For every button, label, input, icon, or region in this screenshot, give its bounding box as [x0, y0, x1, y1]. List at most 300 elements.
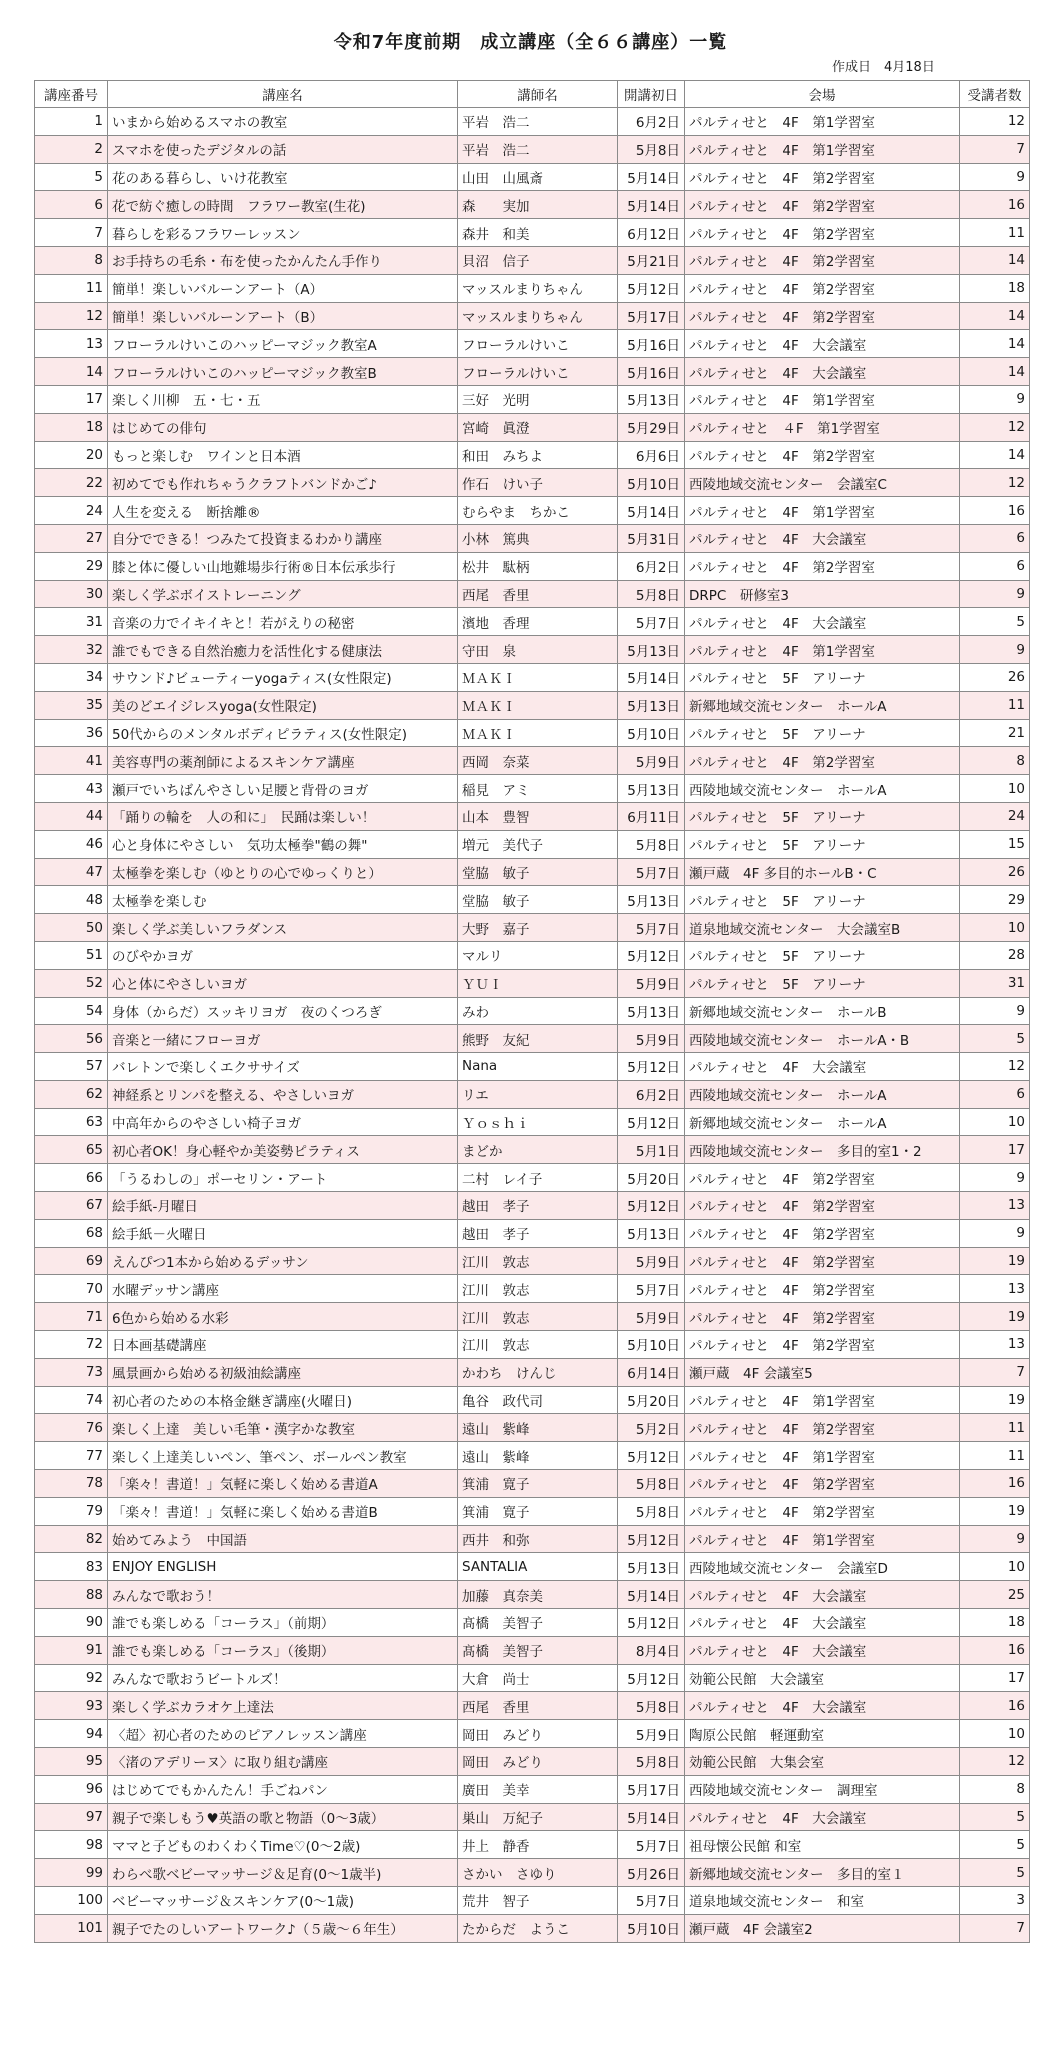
course-name-cell: 楽しく学ぶボイストレーニング	[108, 580, 458, 608]
instructor-cell: 髙橋 美智子	[458, 1636, 618, 1664]
header-instructor: 講師名	[458, 81, 618, 108]
venue-cell: パルティせと 4F 大会議室	[685, 1692, 960, 1720]
venue-cell: 道泉地域交流センター 大会議室B	[685, 914, 960, 942]
start-date-cell: 5月14日	[618, 163, 685, 191]
course-number-cell: 69	[35, 1247, 108, 1275]
start-date-cell: 5月16日	[618, 330, 685, 358]
table-row	[35, 358, 1030, 386]
venue-cell: パルティせと 4F 第1学習室	[685, 108, 960, 136]
venue-cell: パルティせと 4F 大会議室	[685, 358, 960, 386]
enrollment-cell: 9	[960, 580, 1030, 608]
table-row	[35, 1080, 1030, 1108]
start-date-cell: 5月12日	[618, 1609, 685, 1637]
enrollment-cell: 28	[960, 941, 1030, 969]
table-row	[35, 1581, 1030, 1609]
start-date-cell: 5月13日	[618, 691, 685, 719]
enrollment-cell: 9	[960, 1164, 1030, 1192]
enrollment-cell: 5	[960, 1859, 1030, 1887]
venue-cell: パルティせと 4F 大会議室	[685, 1053, 960, 1081]
course-name-cell: 〈渚のアデリーヌ〉に取り組む講座	[108, 1748, 458, 1776]
enrollment-cell: 16	[960, 1636, 1030, 1664]
enrollment-cell: 15	[960, 830, 1030, 858]
start-date-cell: 5月9日	[618, 1720, 685, 1748]
table-row	[35, 497, 1030, 525]
venue-cell: パルティせと 5F アリーナ	[685, 719, 960, 747]
table-row	[35, 274, 1030, 302]
table-row	[35, 330, 1030, 358]
venue-cell: パルティせと 5F アリーナ	[685, 941, 960, 969]
course-name-cell: 親子で楽しもう♥英語の歌と物語（0〜3歳）	[108, 1803, 458, 1831]
table-row	[35, 1497, 1030, 1525]
instructor-cell: 西尾 香里	[458, 580, 618, 608]
instructor-cell: 平岩 浩二	[458, 135, 618, 163]
instructor-cell: 越田 孝子	[458, 1219, 618, 1247]
instructor-cell: たからだ ようこ	[458, 1914, 618, 1942]
start-date-cell: 5月7日	[618, 914, 685, 942]
table-header-row	[35, 81, 1030, 108]
enrollment-cell: 7	[960, 1914, 1030, 1942]
instructor-cell: フローラルけいこ	[458, 330, 618, 358]
course-number-cell: 13	[35, 330, 108, 358]
start-date-cell: 5月16日	[618, 358, 685, 386]
venue-cell: パルティせと 4F 第2学習室	[685, 1192, 960, 1220]
start-date-cell: 5月8日	[618, 830, 685, 858]
enrollment-cell: 7	[960, 1358, 1030, 1386]
table-row	[35, 108, 1030, 136]
course-name-cell: 50代からのメンタルボディピラティス(女性限定)	[108, 719, 458, 747]
course-number-cell: 93	[35, 1692, 108, 1720]
course-name-cell: 楽しく学ぶ美しいフラダンス	[108, 914, 458, 942]
course-number-cell: 11	[35, 274, 108, 302]
enrollment-cell: 12	[960, 1748, 1030, 1776]
course-name-cell: 6色から始める水彩	[108, 1303, 458, 1331]
start-date-cell: 5月7日	[618, 608, 685, 636]
enrollment-cell: 11	[960, 691, 1030, 719]
course-name-cell: 風景画から始める初級油絵講座	[108, 1358, 458, 1386]
course-name-cell: 初めてでも作れちゃうクラフトバンドかご♪	[108, 469, 458, 497]
enrollment-cell: 12	[960, 1053, 1030, 1081]
start-date-cell: 5月7日	[618, 1275, 685, 1303]
course-name-cell: 神経系とリンパを整える、やさしいヨガ	[108, 1080, 458, 1108]
instructor-cell: 箕浦 寛子	[458, 1470, 618, 1498]
enrollment-cell: 11	[960, 1442, 1030, 1470]
table-row	[35, 1025, 1030, 1053]
table-row	[35, 1386, 1030, 1414]
course-number-cell: 57	[35, 1053, 108, 1081]
enrollment-cell: 9	[960, 385, 1030, 413]
course-name-cell: 心と体にやさしいヨガ	[108, 969, 458, 997]
venue-cell: パルティせと 4F 第1学習室	[685, 1525, 960, 1553]
course-name-cell: 自分でできる！つみたて投資まるわかり講座	[108, 524, 458, 552]
enrollment-cell: 6	[960, 552, 1030, 580]
course-name-cell: みんなで歌おう！	[108, 1581, 458, 1609]
instructor-cell: 作石 けい子	[458, 469, 618, 497]
start-date-cell: 5月14日	[618, 497, 685, 525]
venue-cell: 効範公民館 大会議室	[685, 1664, 960, 1692]
venue-cell: 道泉地域交流センター 和室	[685, 1887, 960, 1915]
instructor-cell: ＹＵＩ	[458, 969, 618, 997]
instructor-cell: フローラルけいこ	[458, 358, 618, 386]
course-number-cell: 96	[35, 1775, 108, 1803]
course-number-cell: 97	[35, 1803, 108, 1831]
instructor-cell: かわち けんじ	[458, 1358, 618, 1386]
table-row	[35, 1692, 1030, 1720]
venue-cell: 瀬戸蔵 4F 会議室5	[685, 1358, 960, 1386]
venue-cell: 陶原公民館 軽運動室	[685, 1720, 960, 1748]
course-number-cell: 99	[35, 1859, 108, 1887]
instructor-cell: Nana	[458, 1053, 618, 1081]
course-name-cell: 太極拳を楽しむ	[108, 886, 458, 914]
venue-cell: 西陵地域交流センター 会議室C	[685, 469, 960, 497]
start-date-cell: 5月20日	[618, 1386, 685, 1414]
start-date-cell: 6月6日	[618, 441, 685, 469]
enrollment-cell: 10	[960, 914, 1030, 942]
instructor-cell: 越田 孝子	[458, 1192, 618, 1220]
instructor-cell: 亀谷 政代司	[458, 1386, 618, 1414]
course-number-cell: 77	[35, 1442, 108, 1470]
course-number-cell: 51	[35, 941, 108, 969]
table-row	[35, 163, 1030, 191]
table-row	[35, 941, 1030, 969]
start-date-cell: 5月10日	[618, 469, 685, 497]
table-row	[35, 219, 1030, 247]
enrollment-cell: 25	[960, 1581, 1030, 1609]
course-name-cell: 暮らしを彩るフラワーレッスン	[108, 219, 458, 247]
enrollment-cell: 19	[960, 1303, 1030, 1331]
start-date-cell: 5月12日	[618, 274, 685, 302]
table-row	[35, 1803, 1030, 1831]
start-date-cell: 5月12日	[618, 1108, 685, 1136]
course-number-cell: 100	[35, 1887, 108, 1915]
instructor-cell: 森 実加	[458, 191, 618, 219]
venue-cell: 瀬戸蔵 4F 会議室2	[685, 1914, 960, 1942]
course-name-cell: のびやかヨガ	[108, 941, 458, 969]
course-name-cell: 日本画基礎講座	[108, 1331, 458, 1359]
course-name-cell: 身体（からだ）スッキリヨガ 夜のくつろぎ	[108, 997, 458, 1025]
enrollment-cell: 5	[960, 1803, 1030, 1831]
course-name-cell: 中高年からのやさしい椅子ヨガ	[108, 1108, 458, 1136]
course-number-cell: 67	[35, 1192, 108, 1220]
course-name-cell: 楽しく上達 美しい毛筆・漢字かな教室	[108, 1414, 458, 1442]
course-number-cell: 83	[35, 1553, 108, 1581]
enrollment-cell: 19	[960, 1247, 1030, 1275]
table-row	[35, 636, 1030, 664]
course-name-cell: 美容専門の薬剤師によるスキンケア講座	[108, 747, 458, 775]
instructor-cell: 貝沼 信子	[458, 246, 618, 274]
start-date-cell: 5月12日	[618, 1442, 685, 1470]
venue-cell: パルティせと 4F 大会議室	[685, 524, 960, 552]
start-date-cell: 5月13日	[618, 775, 685, 803]
enrollment-cell: 26	[960, 663, 1030, 691]
course-name-cell: ベビーマッサージ＆スキンケア(0〜1歳)	[108, 1887, 458, 1915]
table-row	[35, 1859, 1030, 1887]
enrollment-cell: 16	[960, 191, 1030, 219]
course-number-cell: 36	[35, 719, 108, 747]
venue-cell: パルティせと 4F 大会議室	[685, 608, 960, 636]
table-row	[35, 246, 1030, 274]
instructor-cell: ＭＡＫＩ	[458, 691, 618, 719]
instructor-cell: 山本 豊智	[458, 802, 618, 830]
start-date-cell: 5月17日	[618, 1775, 685, 1803]
table-row	[35, 1247, 1030, 1275]
course-number-cell: 79	[35, 1497, 108, 1525]
instructor-cell: 岡田 みどり	[458, 1720, 618, 1748]
venue-cell: パルティせと 4F 第2学習室	[685, 246, 960, 274]
venue-cell: 新郷地域交流センター ホールB	[685, 997, 960, 1025]
table-row	[35, 802, 1030, 830]
start-date-cell: 5月20日	[618, 1164, 685, 1192]
enrollment-cell: 13	[960, 1192, 1030, 1220]
enrollment-cell: 29	[960, 886, 1030, 914]
course-number-cell: 2	[35, 135, 108, 163]
instructor-cell: Ｙｏｓｈｉ	[458, 1108, 618, 1136]
course-number-cell: 73	[35, 1358, 108, 1386]
start-date-cell: 5月21日	[618, 246, 685, 274]
course-number-cell: 52	[35, 969, 108, 997]
venue-cell: 新郷地域交流センター ホールA	[685, 691, 960, 719]
instructor-cell: 濱地 香理	[458, 608, 618, 636]
venue-cell: パルティせと 4F 第1学習室	[685, 497, 960, 525]
course-name-cell: 太極拳を楽しむ（ゆとりの心でゆっくりと）	[108, 858, 458, 886]
enrollment-cell: 18	[960, 274, 1030, 302]
start-date-cell: 5月9日	[618, 1025, 685, 1053]
instructor-cell: 森井 和美	[458, 219, 618, 247]
enrollment-cell: 5	[960, 1025, 1030, 1053]
start-date-cell: 5月17日	[618, 302, 685, 330]
enrollment-cell: 16	[960, 1470, 1030, 1498]
enrollment-cell: 19	[960, 1497, 1030, 1525]
table-row	[35, 1108, 1030, 1136]
course-name-cell: いまから始めるスマホの教室	[108, 108, 458, 136]
table-row	[35, 830, 1030, 858]
instructor-cell: 岡田 みどり	[458, 1748, 618, 1776]
course-number-cell: 72	[35, 1331, 108, 1359]
course-name-cell: 「楽々！書道！」気軽に楽しく始める書道B	[108, 1497, 458, 1525]
course-name-cell: 音楽と一緒にフローヨガ	[108, 1025, 458, 1053]
start-date-cell: 6月2日	[618, 552, 685, 580]
table-row	[35, 719, 1030, 747]
course-name-cell: 簡単！楽しいバルーンアート（A）	[108, 274, 458, 302]
course-number-cell: 94	[35, 1720, 108, 1748]
page-title: 令和7年度前期 成立講座（全６６講座）一覧	[333, 32, 728, 53]
course-number-cell: 7	[35, 219, 108, 247]
enrollment-cell: 8	[960, 1775, 1030, 1803]
enrollment-cell: 17	[960, 1136, 1030, 1164]
course-name-cell: 膝と体に優しい山地難場歩行術®日本伝承歩行	[108, 552, 458, 580]
table-row	[35, 1053, 1030, 1081]
enrollment-cell: 14	[960, 358, 1030, 386]
start-date-cell: 5月31日	[618, 524, 685, 552]
table-row	[35, 747, 1030, 775]
course-table	[34, 80, 1030, 1943]
table-row	[35, 1720, 1030, 1748]
start-date-cell: 5月12日	[618, 941, 685, 969]
enrollment-cell: 7	[960, 135, 1030, 163]
start-date-cell: 6月11日	[618, 802, 685, 830]
course-number-cell: 17	[35, 385, 108, 413]
instructor-cell: マッスルまりちゃん	[458, 274, 618, 302]
instructor-cell: 巣山 万紀子	[458, 1803, 618, 1831]
venue-cell: パルティせと 5F アリーナ	[685, 802, 960, 830]
enrollment-cell: 24	[960, 802, 1030, 830]
course-number-cell: 92	[35, 1664, 108, 1692]
venue-cell: パルティせと 4F 大会議室	[685, 1636, 960, 1664]
start-date-cell: 5月9日	[618, 1303, 685, 1331]
instructor-cell: 江川 敦志	[458, 1303, 618, 1331]
course-number-cell: 98	[35, 1831, 108, 1859]
header-venue: 会場	[685, 81, 960, 108]
venue-cell: パルティせと 4F 第2学習室	[685, 1414, 960, 1442]
table-row	[35, 1331, 1030, 1359]
instructor-cell: ＭＡＫＩ	[458, 719, 618, 747]
table-row	[35, 1775, 1030, 1803]
table-row	[35, 1831, 1030, 1859]
enrollment-cell: 19	[960, 1386, 1030, 1414]
venue-cell: パルティせと 4F 第2学習室	[685, 163, 960, 191]
header-course-name: 講座名	[108, 81, 458, 108]
course-number-cell: 30	[35, 580, 108, 608]
enrollment-cell: 18	[960, 1609, 1030, 1637]
start-date-cell: 5月14日	[618, 1803, 685, 1831]
venue-cell: パルティせと 4F 第2学習室	[685, 1275, 960, 1303]
course-number-cell: 71	[35, 1303, 108, 1331]
venue-cell: パルティせと 4F 第2学習室	[685, 1219, 960, 1247]
instructor-cell: 二村 レイ子	[458, 1164, 618, 1192]
venue-cell: 効範公民館 大集会室	[685, 1748, 960, 1776]
table-row	[35, 1470, 1030, 1498]
instructor-cell: 宮崎 眞澄	[458, 413, 618, 441]
created-date: 作成日 4月18日	[832, 60, 935, 75]
course-number-cell: 20	[35, 441, 108, 469]
start-date-cell: 5月13日	[618, 997, 685, 1025]
venue-cell: パルティせと 4F 第1学習室	[685, 1442, 960, 1470]
course-name-cell: みんなで歌おうビートルズ！	[108, 1664, 458, 1692]
course-name-cell: 花のある暮らし、いけ花教室	[108, 163, 458, 191]
course-name-cell: 美のどエイジレスyoga(女性限定)	[108, 691, 458, 719]
course-number-cell: 22	[35, 469, 108, 497]
enrollment-cell: 9	[960, 997, 1030, 1025]
table-row	[35, 524, 1030, 552]
enrollment-cell: 14	[960, 330, 1030, 358]
header-enrollment: 受講者数	[960, 81, 1030, 108]
course-name-cell: 楽しく上達美しいペン、筆ペン、ボールペン教室	[108, 1442, 458, 1470]
instructor-cell: 江川 敦志	[458, 1331, 618, 1359]
instructor-cell: 平岩 浩二	[458, 108, 618, 136]
course-name-cell: 心と身体にやさしい 気功太極拳"鶴の舞"	[108, 830, 458, 858]
start-date-cell: 5月13日	[618, 886, 685, 914]
instructor-cell: ＭＡＫＩ	[458, 663, 618, 691]
course-name-cell: 人生を変える 断捨離®	[108, 497, 458, 525]
enrollment-cell: 8	[960, 747, 1030, 775]
course-name-cell: えんぴつ1本から始めるデッサン	[108, 1247, 458, 1275]
venue-cell: パルティせと 5F アリーナ	[685, 886, 960, 914]
venue-cell: パルティせと 4F 第2学習室	[685, 1470, 960, 1498]
enrollment-cell: 11	[960, 1414, 1030, 1442]
table-row	[35, 135, 1030, 163]
table-row	[35, 886, 1030, 914]
course-number-cell: 31	[35, 608, 108, 636]
instructor-cell: 西井 和弥	[458, 1525, 618, 1553]
start-date-cell: 5月8日	[618, 1470, 685, 1498]
instructor-cell: マルリ	[458, 941, 618, 969]
course-number-cell: 24	[35, 497, 108, 525]
enrollment-cell: 12	[960, 469, 1030, 497]
instructor-cell: 加藤 真奈美	[458, 1581, 618, 1609]
table-row	[35, 191, 1030, 219]
course-name-cell: もっと楽しむ ワインと日本酒	[108, 441, 458, 469]
course-name-cell: 「うるわしの」ポーセリン・アート	[108, 1164, 458, 1192]
course-number-cell: 70	[35, 1275, 108, 1303]
start-date-cell: 5月1日	[618, 1136, 685, 1164]
instructor-cell: 西尾 香里	[458, 1692, 618, 1720]
enrollment-cell: 16	[960, 1692, 1030, 1720]
enrollment-cell: 14	[960, 246, 1030, 274]
venue-cell: パルティせと 4F 第2学習室	[685, 219, 960, 247]
enrollment-cell: 26	[960, 858, 1030, 886]
table-row	[35, 1192, 1030, 1220]
course-number-cell: 14	[35, 358, 108, 386]
course-name-cell: 花で紡ぐ癒しの時間 フラワー教室(生花)	[108, 191, 458, 219]
enrollment-cell: 10	[960, 1553, 1030, 1581]
table-row	[35, 1914, 1030, 1942]
course-name-cell: 初心者のための本格金継ぎ講座(火曜日)	[108, 1386, 458, 1414]
enrollment-cell: 6	[960, 1080, 1030, 1108]
venue-cell: パルティせと 4F 第2学習室	[685, 1331, 960, 1359]
instructor-cell: 江川 敦志	[458, 1275, 618, 1303]
course-name-cell: はじめてでもかんたん！手ごねパン	[108, 1775, 458, 1803]
start-date-cell: 5月9日	[618, 969, 685, 997]
course-number-cell: 76	[35, 1414, 108, 1442]
venue-cell: 新郷地域交流センター ホールA	[685, 1108, 960, 1136]
course-number-cell: 29	[35, 552, 108, 580]
course-name-cell: はじめての俳句	[108, 413, 458, 441]
start-date-cell: 5月26日	[618, 1859, 685, 1887]
start-date-cell: 8月4日	[618, 1636, 685, 1664]
table-row	[35, 1275, 1030, 1303]
course-number-cell: 5	[35, 163, 108, 191]
start-date-cell: 5月12日	[618, 1525, 685, 1553]
course-name-cell: 音楽の力でイキイキと！若がえりの秘密	[108, 608, 458, 636]
course-name-cell: 親子でたのしいアートワーク♪（５歳〜６年生）	[108, 1914, 458, 1942]
table-row	[35, 1664, 1030, 1692]
course-number-cell: 32	[35, 636, 108, 664]
course-name-cell: 簡単！楽しいバルーンアート（B）	[108, 302, 458, 330]
course-name-cell: 〈超〉初心者のためのピアノレッスン講座	[108, 1720, 458, 1748]
enrollment-cell: 13	[960, 1275, 1030, 1303]
instructor-cell: 小林 篤典	[458, 524, 618, 552]
start-date-cell: 5月9日	[618, 747, 685, 775]
course-name-cell: スマホを使ったデジタルの話	[108, 135, 458, 163]
table-row	[35, 997, 1030, 1025]
instructor-cell: 熊野 友紀	[458, 1025, 618, 1053]
venue-cell: パルティせと 4F 第2学習室	[685, 302, 960, 330]
course-name-cell: バレトンで楽しくエクササイズ	[108, 1053, 458, 1081]
instructor-cell: 井上 静香	[458, 1831, 618, 1859]
course-number-cell: 95	[35, 1748, 108, 1776]
instructor-cell: 稲見 アミ	[458, 775, 618, 803]
course-number-cell: 12	[35, 302, 108, 330]
start-date-cell: 5月7日	[618, 1831, 685, 1859]
table-row	[35, 1303, 1030, 1331]
table-body	[35, 108, 1030, 1943]
instructor-cell: さかい さゆり	[458, 1859, 618, 1887]
start-date-cell: 5月8日	[618, 1692, 685, 1720]
header-start-date: 開講初日	[618, 81, 685, 108]
table-row	[35, 1748, 1030, 1776]
course-number-cell: 65	[35, 1136, 108, 1164]
course-number-cell: 54	[35, 997, 108, 1025]
start-date-cell: 5月10日	[618, 1914, 685, 1942]
